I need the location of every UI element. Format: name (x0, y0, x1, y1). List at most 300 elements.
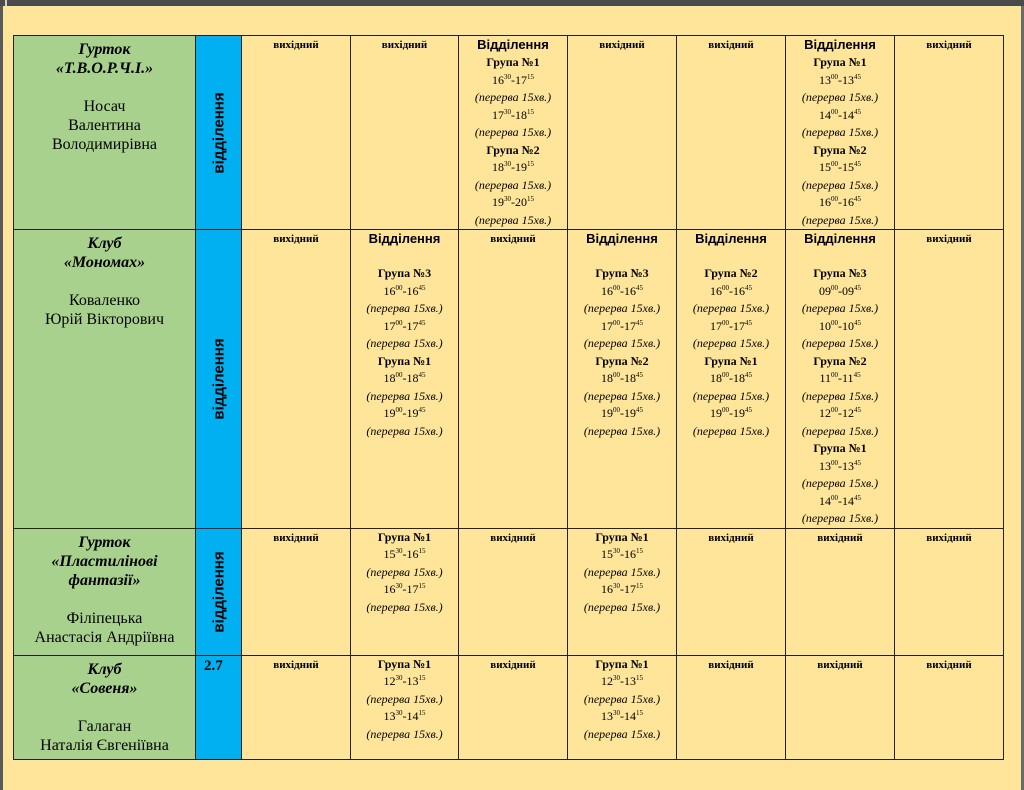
break-note: (перерва 15хв.) (801, 476, 879, 490)
club-info-cell (14, 36, 196, 230)
end-minutes: 15 (418, 674, 426, 682)
start-minutes: 00 (395, 283, 403, 292)
time-slot (786, 159, 894, 177)
end-minutes: 45 (854, 195, 861, 203)
start-minutes: 00 (722, 371, 729, 379)
break-note: (перерва 15хв.) (366, 726, 443, 741)
time-dash: - (838, 195, 842, 209)
time-slot (568, 546, 676, 564)
start-minutes: 00 (395, 318, 403, 327)
time-slot (351, 405, 458, 423)
day-cell (895, 528, 1004, 655)
start-minutes: 00 (613, 406, 620, 414)
club-name-line: Клуб (87, 235, 122, 252)
leader-name-line: Юрій Вікторович (44, 311, 165, 328)
spacer (568, 248, 676, 265)
start-hour: 15 (383, 547, 396, 561)
time-slot (351, 546, 458, 564)
group-label: Група №2 (704, 266, 758, 280)
time-slot (351, 283, 458, 301)
day-cell (459, 655, 568, 759)
break-note: (перерва 15хв.) (583, 336, 661, 350)
group-label: Група №1 (377, 353, 432, 368)
start-hour: 17 (383, 318, 396, 333)
time-slot (459, 159, 567, 177)
room-cell (196, 528, 242, 655)
start-hour: 16 (383, 582, 396, 596)
end-hour: 18 (515, 107, 527, 122)
break-note: (перерва 15хв.) (801, 511, 879, 525)
break-note: (перерва 15хв.) (583, 301, 661, 315)
end-hour: 17 (624, 582, 636, 596)
start-minutes: 00 (613, 371, 620, 379)
time-slot (459, 72, 567, 90)
time-dash: - (838, 283, 842, 298)
end-minutes: 45 (745, 406, 752, 414)
break-note: (перерва 15хв.) (366, 336, 443, 350)
club-name-line: фантазії» (68, 571, 141, 589)
day-off-label: вихідний (708, 658, 754, 671)
start-hour: 12 (601, 674, 613, 688)
start-minutes: 00 (831, 195, 838, 203)
time-dash: - (838, 458, 842, 473)
time-dash: - (402, 582, 407, 596)
break-note: (перерва 15хв.) (583, 691, 661, 706)
day-cell (677, 36, 786, 230)
start-minutes: 00 (831, 406, 838, 414)
time-dash: - (729, 406, 733, 420)
end-minutes: 15 (418, 582, 426, 590)
room-number: 2.7 (204, 657, 223, 674)
day-cell (459, 36, 568, 230)
end-hour: 16 (406, 283, 419, 298)
end-minutes: 15 (527, 107, 534, 116)
start-hour: 19 (601, 406, 613, 420)
end-minutes: 15 (418, 709, 426, 717)
end-hour: 14 (842, 107, 854, 122)
end-hour: 10 (842, 318, 854, 333)
break-note: (перерва 15хв.) (801, 301, 879, 315)
time-dash: - (402, 674, 407, 688)
day-off-label: вихідний (926, 39, 972, 51)
day-cell (568, 230, 677, 529)
end-hour: 18 (624, 371, 636, 385)
break-note: (перерва 15хв.) (366, 564, 443, 579)
department-header: Відділення (804, 231, 876, 246)
time-dash: - (402, 547, 407, 561)
day-off-label: вихідний (273, 233, 319, 245)
start-minutes: 00 (831, 493, 838, 502)
end-hour: 19 (406, 406, 419, 420)
time-slot (351, 318, 458, 336)
time-slot (677, 318, 785, 336)
break-note: (перерва 15хв.) (474, 177, 552, 192)
start-minutes: 00 (831, 458, 838, 467)
time-slot (677, 405, 785, 423)
start-minutes: 00 (722, 283, 729, 292)
end-hour: 16 (842, 195, 854, 209)
left-window-border (0, 6, 3, 790)
day-cell (786, 230, 895, 529)
group-label: Група №3 (813, 266, 867, 280)
time-slot (677, 283, 785, 301)
room-label: відділення (210, 550, 227, 633)
time-slot (786, 283, 894, 301)
time-slot (568, 405, 676, 423)
table-row (14, 230, 1004, 529)
time-dash: - (838, 107, 842, 122)
end-minutes: 45 (854, 493, 861, 502)
time-dash: - (620, 674, 624, 688)
start-hour: 19 (710, 406, 722, 420)
break-note: (перерва 15хв.) (692, 336, 770, 350)
start-minutes: 30 (395, 709, 403, 717)
start-hour: 16 (492, 72, 504, 87)
end-minutes: 15 (636, 674, 643, 682)
spacer (786, 248, 894, 265)
club-name-line: Гурток (78, 41, 131, 58)
day-cell (568, 655, 677, 759)
club-name-line: «Пластилінові (51, 552, 158, 570)
time-dash: - (620, 406, 624, 420)
time-dash: - (620, 582, 624, 596)
leader-name-line: Галаган (77, 717, 132, 735)
end-hour: 13 (842, 72, 854, 87)
start-hour: 11 (819, 371, 831, 385)
leader-name-line: Володимирівна (51, 136, 158, 153)
time-slot (786, 318, 894, 336)
day-off-label: вихідний (817, 531, 863, 544)
group-label: Група №1 (377, 529, 432, 544)
end-hour: 14 (842, 493, 854, 508)
day-cell (351, 655, 459, 759)
time-dash: - (729, 371, 733, 385)
start-minutes: 00 (831, 72, 838, 81)
time-slot (459, 194, 567, 212)
club-info-cell (14, 528, 196, 655)
day-cell (351, 36, 459, 230)
group-label: Група №3 (377, 266, 432, 280)
group-label: Група №1 (486, 55, 540, 69)
start-minutes: 00 (722, 318, 729, 327)
group-label: Група №2 (813, 142, 867, 157)
start-hour: 17 (601, 318, 613, 333)
spacer (351, 248, 458, 265)
start-minutes: 30 (504, 195, 511, 203)
end-minutes: 45 (745, 371, 752, 379)
end-minutes: 45 (854, 107, 861, 116)
break-note: (перерва 15хв.) (366, 388, 443, 403)
start-hour: 18 (383, 371, 396, 385)
group-label: Група №1 (595, 656, 649, 671)
end-hour: 13 (406, 674, 419, 688)
end-hour: 18 (406, 371, 419, 385)
time-dash: - (838, 493, 842, 508)
time-slot (351, 673, 458, 691)
end-minutes: 15 (636, 582, 643, 590)
end-hour: 20 (515, 195, 527, 209)
top-window-border (0, 0, 1024, 6)
department-header: Відділення (695, 231, 767, 246)
break-note: (перерва 15хв.) (801, 388, 879, 403)
room-label: відділення (210, 91, 227, 174)
club-name-line: «Совеня» (71, 679, 138, 697)
day-off-label: вихідний (490, 233, 536, 245)
break-note: (перерва 15хв.) (366, 301, 443, 315)
time-dash: - (402, 318, 407, 333)
group-label: Група №2 (813, 353, 867, 368)
start-hour: 16 (601, 582, 613, 596)
end-hour: 19 (515, 160, 527, 174)
break-note: (перерва 15хв.) (692, 423, 770, 438)
start-hour: 15 (601, 547, 613, 561)
time-slot (786, 493, 894, 511)
start-minutes: 00 (831, 107, 838, 116)
day-off-label: вихідний (599, 39, 645, 51)
time-slot (568, 673, 676, 691)
day-cell (895, 36, 1004, 230)
start-minutes: 30 (395, 582, 403, 590)
club-name-line: Клуб (87, 660, 122, 678)
department-header: Відділення (368, 231, 441, 246)
time-dash: - (511, 107, 515, 122)
day-off-label: вихідний (273, 658, 319, 671)
break-note: (перерва 15хв.) (801, 423, 879, 438)
end-minutes: 15 (527, 160, 534, 168)
group-label: Група №1 (813, 441, 867, 455)
spacer (677, 248, 785, 265)
end-hour: 12 (842, 406, 854, 420)
day-cell (568, 36, 677, 230)
day-off-label: вихідний (381, 39, 428, 51)
end-hour: 19 (733, 406, 745, 420)
start-hour: 17 (492, 107, 504, 122)
start-hour: 16 (819, 195, 831, 209)
start-minutes: 30 (504, 72, 511, 81)
group-label: Група №1 (377, 656, 432, 671)
break-note: (перерва 15хв.) (366, 691, 443, 706)
time-dash: - (620, 318, 624, 333)
end-minutes: 45 (854, 458, 861, 467)
time-dash: - (402, 709, 407, 723)
group-label: Група №1 (704, 353, 758, 368)
end-minutes: 45 (636, 283, 643, 292)
end-minutes: 45 (418, 318, 426, 327)
room-cell (196, 36, 242, 230)
end-hour: 09 (842, 283, 854, 298)
day-off-label: вихідний (817, 658, 863, 671)
end-minutes: 45 (745, 318, 752, 327)
department-header: Відділення (586, 231, 658, 246)
day-off-label: вихідний (273, 531, 319, 544)
time-slot (459, 107, 567, 125)
time-dash: - (620, 709, 624, 723)
time-slot (786, 72, 894, 90)
break-note: (перерва 15хв.) (583, 423, 661, 438)
start-minutes: 00 (831, 371, 838, 379)
table-row (14, 36, 1004, 230)
end-minutes: 45 (853, 371, 861, 379)
end-minutes: 45 (418, 283, 426, 292)
leader-name-line: Філіпецька (66, 609, 143, 627)
break-note: (перерва 15хв.) (801, 177, 879, 192)
time-slot (786, 107, 894, 125)
time-slot (351, 708, 458, 726)
time-dash: - (402, 283, 407, 298)
start-hour: 14 (819, 493, 831, 508)
break-note: (перерва 15хв.) (692, 388, 770, 403)
break-note: (перерва 15хв.) (583, 564, 661, 579)
day-cell (895, 230, 1004, 529)
day-cell (677, 230, 786, 529)
day-cell (459, 230, 568, 529)
break-note: (перерва 15хв.) (692, 301, 770, 315)
start-minutes: 00 (722, 406, 729, 414)
break-note: (перерва 15хв.) (474, 212, 552, 227)
break-note: (перерва 15хв.) (366, 599, 443, 614)
start-hour: 18 (492, 160, 504, 174)
end-hour: 17 (624, 318, 636, 333)
start-hour: 16 (601, 283, 613, 298)
end-hour: 16 (624, 283, 636, 298)
end-hour: 17 (406, 318, 419, 333)
end-minutes: 45 (636, 318, 643, 327)
day-off-label: вихідний (708, 39, 754, 51)
time-dash: - (511, 72, 515, 87)
end-hour: 16 (624, 547, 636, 561)
leader-name-line: Носач (83, 98, 126, 115)
end-hour: 14 (406, 709, 419, 723)
day-cell (242, 655, 351, 759)
time-dash: - (729, 318, 733, 333)
room-cell (196, 230, 242, 529)
time-slot (677, 370, 785, 388)
club-name-line: «Т.В.О.Р.Ч.І.» (55, 60, 154, 77)
leader-name-line: Анастасія Андріївна (34, 628, 175, 646)
department-header: Відділення (477, 37, 549, 52)
break-note: (перерва 15хв.) (583, 599, 661, 614)
day-cell (786, 36, 895, 230)
end-hour: 15 (842, 160, 854, 174)
start-hour: 09 (819, 283, 831, 298)
break-note: (перерва 15хв.) (583, 388, 661, 403)
time-slot (568, 318, 676, 336)
start-hour: 18 (601, 371, 613, 385)
start-minutes: 30 (395, 547, 403, 555)
club-info-cell (14, 230, 196, 529)
break-note: (перерва 15хв.) (474, 90, 552, 104)
start-minutes: 00 (831, 318, 838, 327)
start-hour: 14 (819, 107, 831, 122)
time-dash: - (838, 72, 842, 87)
schedule-body (14, 36, 1004, 760)
leader-name-line: Наталія Євгеніївна (40, 736, 169, 754)
room-cell (196, 655, 242, 759)
end-hour: 16 (733, 283, 745, 298)
day-cell (242, 528, 351, 655)
end-hour: 17 (406, 582, 419, 596)
table-row (14, 528, 1004, 655)
day-off-label: вихідний (926, 233, 972, 245)
time-slot (786, 194, 894, 212)
time-dash: - (838, 318, 842, 333)
leader-name-line: Коваленко (68, 292, 141, 309)
end-minutes: 45 (854, 406, 861, 414)
end-minutes: 45 (745, 283, 752, 292)
day-cell (568, 528, 677, 655)
spacer (14, 698, 195, 717)
time-dash: - (402, 371, 407, 385)
time-dash: - (620, 547, 624, 561)
start-minutes: 30 (504, 107, 511, 116)
start-minutes: 30 (613, 547, 620, 555)
time-slot (568, 370, 676, 388)
time-dash: - (620, 283, 624, 298)
start-hour: 10 (819, 318, 831, 333)
spacer (14, 78, 195, 97)
group-label: Група №2 (595, 353, 649, 368)
start-minutes: 00 (831, 283, 838, 292)
spacer (14, 590, 195, 609)
day-cell (459, 528, 568, 655)
day-cell (677, 655, 786, 759)
time-slot (568, 708, 676, 726)
start-hour: 18 (710, 371, 722, 385)
end-hour: 17 (733, 318, 745, 333)
start-hour: 16 (710, 283, 722, 298)
group-label: Група №1 (813, 55, 867, 69)
day-cell (351, 230, 459, 529)
time-dash: - (511, 160, 515, 174)
day-cell (786, 528, 895, 655)
end-hour: 13 (842, 458, 854, 473)
time-slot (351, 581, 458, 599)
end-minutes: 15 (636, 709, 643, 717)
start-hour: 15 (819, 160, 831, 174)
break-note: (перерва 15хв.) (801, 90, 879, 104)
start-hour: 13 (819, 458, 831, 473)
start-minutes: 30 (613, 709, 620, 717)
schedule-table (13, 35, 1004, 760)
day-off-label: вихідний (490, 531, 536, 544)
day-cell (351, 528, 459, 655)
end-hour: 18 (733, 371, 745, 385)
club-name-line: Гурток (78, 533, 131, 551)
group-label: Група №3 (595, 266, 649, 280)
end-minutes: 15 (418, 547, 426, 555)
time-slot (786, 370, 894, 388)
start-hour: 19 (383, 406, 396, 420)
time-dash: - (729, 283, 733, 298)
start-minutes: 00 (613, 283, 620, 292)
time-slot (568, 581, 676, 599)
time-slot (568, 283, 676, 301)
table-row (14, 655, 1004, 759)
end-hour: 16 (406, 547, 419, 561)
start-minutes: 00 (395, 371, 403, 379)
club-info-cell (14, 655, 196, 759)
end-hour: 19 (624, 406, 636, 420)
end-minutes: 45 (854, 283, 861, 292)
end-minutes: 45 (636, 371, 643, 379)
break-note: (перерва 15хв.) (801, 125, 879, 139)
time-slot (351, 370, 458, 388)
day-cell (895, 655, 1004, 759)
department-header: Відділення (804, 37, 876, 52)
end-hour: 13 (624, 674, 636, 688)
start-hour: 17 (710, 318, 722, 333)
end-minutes: 15 (527, 72, 534, 81)
